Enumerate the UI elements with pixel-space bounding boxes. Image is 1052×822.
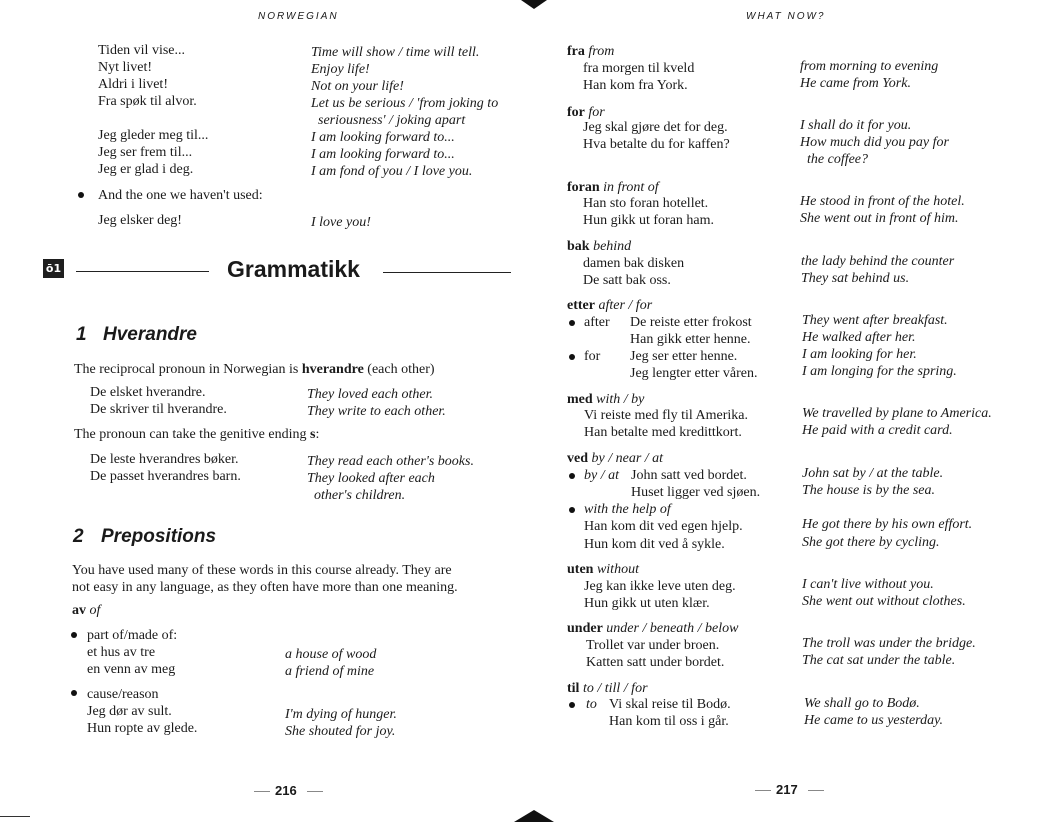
bullet-dot [71, 690, 77, 696]
usage-tag: with the help of [584, 502, 671, 517]
example-en: He came from York. [800, 76, 911, 91]
preposition-entry: for for [567, 105, 605, 120]
bullet-dot [569, 507, 575, 513]
preposition-entry: bak behind [567, 239, 632, 254]
example-en: How much did you pay for [800, 135, 949, 150]
example-en: They sat behind us. [801, 271, 910, 286]
preposition-entry: etter after / for [567, 298, 653, 313]
example-en: a house of wood [285, 647, 377, 662]
example-no: Vi skal reise til Bodø. [609, 697, 731, 712]
section-number: 2 [73, 526, 84, 547]
example-no: damen bak disken [583, 256, 685, 271]
example-en: John sat by / at the table. [802, 466, 944, 481]
example-en: other's children. [314, 488, 406, 503]
paragraph: The reciprocal pronoun in Norwegian is hverandre (each other) [74, 362, 435, 377]
folio-dash [808, 790, 824, 791]
example-en: She shouted for joy. [285, 724, 396, 739]
heading-rule-left [76, 271, 209, 272]
example-no: Trollet var under broen. [586, 638, 720, 653]
example-en: They looked after each [307, 471, 435, 486]
example-en: They read each other's books. [307, 454, 474, 469]
phrase-no: Jeg ser frem til... [98, 145, 193, 160]
phrase-no: Fra spøk til alvor. [98, 94, 197, 109]
phrase-no: Nyt livet! [98, 60, 153, 75]
example-no: Katten satt under bordet. [586, 655, 725, 670]
example-en: He paid with a credit card. [802, 423, 953, 438]
example-en: He stood in front of the hotel. [800, 194, 965, 209]
example-no: Han kom dit ved egen hjelp. [584, 519, 743, 534]
example-no: De passet hverandres barn. [90, 469, 241, 484]
bullet-dot [569, 473, 575, 479]
example-no: Jeg kan ikke leve uten deg. [584, 579, 736, 594]
example-en: The house is by the sea. [802, 483, 935, 498]
example-no: Han sto foran hotellet. [583, 196, 709, 211]
example-no: fra morgen til kveld [583, 61, 695, 76]
example-en: The troll was under the bridge. [802, 636, 976, 651]
phrase-no: Jeg elsker deg! [98, 213, 182, 228]
preposition-entry: uten without [567, 562, 639, 577]
bullet-dot [569, 320, 575, 326]
example-no: Vi reiste med fly til Amerika. [584, 408, 749, 423]
example-no: Han gikk etter henne. [630, 332, 751, 347]
example-no: Jeg dør av sult. [87, 704, 172, 719]
example-no: Hun kom dit ved å sykle. [584, 537, 725, 552]
gutter-bottom-mark [514, 810, 554, 822]
example-no: Jeg skal gjøre det for deg. [583, 120, 728, 135]
example-en: She got there by cycling. [802, 535, 940, 550]
example-en: She went out without clothes. [802, 594, 966, 609]
example-no: De satt bak oss. [583, 273, 671, 288]
example-no: De reiste etter frokost [630, 315, 752, 330]
bullet-dot [78, 192, 84, 198]
example-en: I'm dying of hunger. [285, 707, 397, 722]
usage-tag: after [584, 315, 610, 330]
running-head-left: NORWEGIAN [258, 11, 339, 22]
example-no: Huset ligger ved sjøen. [631, 485, 761, 500]
example-en: We travelled by plane to America. [802, 406, 992, 421]
example-no: et hus av tre [87, 645, 156, 660]
example-no: John satt ved bordet. [631, 468, 747, 483]
folio-dash [254, 791, 270, 792]
example-no: Jeg lengter etter våren. [630, 366, 758, 381]
unused-note: And the one we haven't used: [98, 188, 263, 203]
example-en: a friend of mine [285, 664, 375, 679]
example-en: I shall do it for you. [800, 118, 912, 133]
folio-dash [755, 790, 771, 791]
preposition-entry: under under / beneath / below [567, 621, 739, 636]
example-en: They loved each other. [307, 387, 433, 402]
bullet-label: cause/reason [87, 687, 159, 702]
preposition-entry: med with / by [567, 392, 645, 407]
phrase-en: Enjoy life! [311, 62, 370, 77]
example-en: I am looking for her. [802, 347, 917, 362]
grammar-icon: ō1 [43, 259, 64, 278]
phrase-no: Tiden vil vise... [98, 43, 185, 58]
example-en: I am longing for the spring. [802, 364, 957, 379]
example-en: He walked after her. [802, 330, 916, 345]
phrase-en: I am fond of you / I love you. [311, 164, 473, 179]
bullet-dot [71, 632, 77, 638]
example-no: Hva betalte du for kaffen? [583, 137, 730, 152]
example-en: They went after breakfast. [802, 313, 948, 328]
page-number: 216 [275, 783, 297, 798]
bullet-label: part of/made of: [87, 628, 178, 643]
paragraph: not easy in any language, as they often have more than one meaning. [72, 580, 458, 595]
running-head-right: WHAT NOW? [746, 11, 826, 22]
bullet-dot [569, 702, 575, 708]
example-no: Jeg ser etter henne. [630, 349, 738, 364]
example-no: en venn av meg [87, 662, 176, 677]
example-no: Han kom til oss i går. [609, 714, 729, 729]
heading-rule-right [383, 272, 511, 273]
page-number: 217 [776, 782, 798, 797]
bottom-edge-mark [0, 816, 30, 817]
phrase-en: seriousness' / joking apart [318, 113, 466, 128]
phrase-en: I love you! [311, 215, 371, 230]
example-en: We shall go to Bodø. [804, 696, 920, 711]
example-no: Hun gikk ut uten klær. [584, 596, 710, 611]
phrase-no: Jeg gleder meg til... [98, 128, 209, 143]
phrase-en: Not on your life! [311, 79, 404, 94]
phrase-en: I am looking forward to... [311, 130, 455, 145]
preposition-entry: av of [72, 603, 101, 618]
example-en: The cat sat under the table. [802, 653, 956, 668]
example-no: Hun ropte av glede. [87, 721, 198, 736]
phrase-no: Aldri i livet! [98, 77, 168, 92]
example-en: the lady behind the counter [801, 254, 955, 269]
example-en: She went out in front of him. [800, 211, 959, 226]
preposition-entry: ved by / near / at [567, 451, 664, 466]
section-number: 1 [76, 324, 87, 345]
phrase-en: Time will show / time will tell. [311, 45, 480, 60]
section-title: Hverandre [103, 324, 197, 345]
example-en: He got there by his own effort. [802, 517, 973, 532]
example-no: De skriver til hverandre. [90, 402, 227, 417]
example-no: Han betalte med kredittkort. [584, 425, 742, 440]
section-title: Prepositions [101, 526, 217, 547]
example-en: the coffee? [807, 152, 869, 167]
usage-tag: to [586, 697, 597, 712]
example-no: Hun gikk ut foran ham. [583, 213, 715, 228]
phrase-en: I am looking forward to... [311, 147, 455, 162]
example-en: They write to each other. [307, 404, 446, 419]
example-no: De elsket hverandre. [90, 385, 206, 400]
paragraph: You have used many of these words in this course already. They are [72, 563, 452, 578]
gutter-top-mark [521, 0, 547, 9]
bullet-dot [569, 354, 575, 360]
example-no: Han kom fra York. [583, 78, 688, 93]
phrase-en: Let us be serious / 'from joking to [311, 96, 499, 111]
paragraph: The pronoun can take the genitive ending s: [74, 427, 320, 442]
example-en: from morning to evening [800, 59, 939, 74]
example-en: He came to us yesterday. [804, 713, 944, 728]
preposition-entry: fra from [567, 44, 615, 59]
example-en: I can't live without you. [802, 577, 934, 592]
folio-dash [307, 791, 323, 792]
section-heading: Grammatikk [227, 256, 360, 282]
usage-tag: by / at [584, 468, 619, 483]
preposition-entry: foran in front of [567, 180, 659, 195]
preposition-entry: til to / till / for [567, 681, 648, 696]
example-no: De leste hverandres bøker. [90, 452, 239, 467]
usage-tag: for [584, 349, 601, 364]
phrase-no: Jeg er glad i deg. [98, 162, 194, 177]
